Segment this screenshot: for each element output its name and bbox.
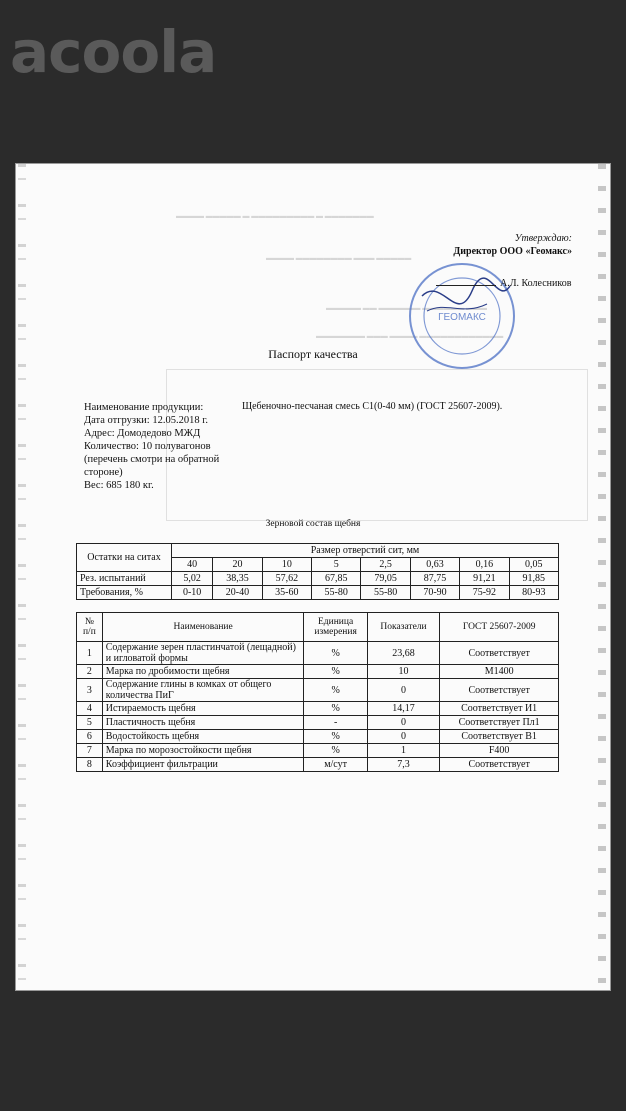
table-row	[77, 572, 559, 586]
row-header: Остатки на ситах	[77, 544, 172, 572]
row-number: 6	[77, 730, 103, 744]
property-name: Содержание глины в комках от общего количества ПиГ	[102, 679, 304, 702]
requirement-cell: 80-93	[509, 586, 558, 600]
signatory-name: А.Л. Колесников	[500, 278, 572, 289]
sieve-size: 2,5	[361, 558, 410, 572]
row-number: 4	[77, 702, 103, 716]
signature-line	[436, 278, 571, 289]
unit: %	[304, 642, 367, 665]
value: 0	[367, 679, 440, 702]
table-row	[77, 758, 559, 772]
table-row	[77, 544, 559, 558]
result-cell: 79,05	[361, 572, 410, 586]
sieve-size: 0,05	[509, 558, 558, 572]
value: 14,17	[367, 702, 440, 716]
row-number: 3	[77, 679, 103, 702]
property-name: Коэффициент фильтрации	[102, 758, 304, 772]
scan-edge-right	[598, 164, 606, 990]
column-header: Единица измерения	[304, 613, 367, 642]
sieve-size: 5	[312, 558, 361, 572]
ship-date: Дата отгрузки: 12.05.2018 г.	[84, 415, 208, 426]
unit: %	[304, 665, 367, 679]
requirement-cell: 75-92	[460, 586, 509, 600]
column-header: № п/п	[77, 613, 103, 642]
address: Адрес: Домодедово МЖД	[84, 428, 201, 439]
product-name-label: Наименование продукции:	[84, 402, 204, 413]
standard: F400	[440, 744, 559, 758]
unit: %	[304, 744, 367, 758]
requirement-cell: 55-80	[312, 586, 361, 600]
column-header: ГОСТ 25607-2009	[440, 613, 559, 642]
requirement-cell: 55-80	[361, 586, 410, 600]
requirement-cell: 0-10	[172, 586, 213, 600]
weight: Вес: 685 180 кг.	[84, 480, 154, 491]
standard: Соответствует В1	[440, 730, 559, 744]
value: 23,68	[367, 642, 440, 665]
table-row	[77, 642, 559, 665]
standard: М1400	[440, 665, 559, 679]
standard: Соответствует	[440, 679, 559, 702]
table-row	[77, 665, 559, 679]
result-cell: 38,35	[213, 572, 262, 586]
unit: -	[304, 716, 367, 730]
row-number: 5	[77, 716, 103, 730]
product-info	[84, 401, 254, 492]
standard: Соответствует	[440, 758, 559, 772]
approval-block	[89, 232, 572, 258]
column-header: Показатели	[367, 613, 440, 642]
property-name: Пластичность щебня	[102, 716, 304, 730]
quantity: Количество: 10 полувагонов (перечень смотри на обратной стороне)	[84, 441, 220, 478]
row-number: 1	[77, 642, 103, 665]
unit: м/сут	[304, 758, 367, 772]
result-cell: 5,02	[172, 572, 213, 586]
approval-position: Директор ООО «Геомакс»	[453, 246, 572, 257]
requirement-cell: 35-60	[262, 586, 311, 600]
value: 10	[367, 665, 440, 679]
sieve-size: 0,16	[460, 558, 509, 572]
result-cell: 67,85	[312, 572, 361, 586]
requirement-cell: 70-90	[410, 586, 459, 600]
standard: Соответствует Пл1	[440, 716, 559, 730]
unit: %	[304, 702, 367, 716]
properties-table	[76, 612, 559, 772]
value: 0	[367, 716, 440, 730]
value: 7,3	[367, 758, 440, 772]
product-name-value: Щебеночно-песчаная смесь С1(0-40 мм) (ГОСТ 25607-2009).	[242, 401, 503, 412]
table-row	[77, 730, 559, 744]
table-row	[77, 744, 559, 758]
property-name: Содержание зерен пластинчатой (лещадной) и игловатой формы	[102, 642, 304, 665]
column-header: Наименование	[102, 613, 304, 642]
table-header-row	[77, 613, 559, 642]
property-name: Марка по морозостойкости щебня	[102, 744, 304, 758]
results-label: Рез. испытаний	[77, 572, 172, 586]
sieve-size: 10	[262, 558, 311, 572]
property-name: Марка по дробимости щебня	[102, 665, 304, 679]
row-number: 7	[77, 744, 103, 758]
grain-caption: Зерновой состав щебня	[265, 519, 361, 529]
value: 0	[367, 730, 440, 744]
row-number: 8	[77, 758, 103, 772]
sieve-size: 40	[172, 558, 213, 572]
approval-label: Утверждаю:	[514, 233, 572, 244]
watermark-logo: acoola	[10, 18, 217, 86]
table-row	[77, 716, 559, 730]
unit: %	[304, 730, 367, 744]
sizes-header: Размер отверстий сит, мм	[172, 544, 559, 558]
property-name: Водостойкость щебня	[102, 730, 304, 744]
unit: %	[304, 679, 367, 702]
sieve-size: 0,63	[410, 558, 459, 572]
result-cell: 91,21	[460, 572, 509, 586]
value: 1	[367, 744, 440, 758]
stamp-text: ГЕОМАКС	[438, 312, 486, 323]
row-number: 2	[77, 665, 103, 679]
scan-edge-left	[18, 164, 26, 990]
result-cell: 91,85	[509, 572, 558, 586]
requirement-cell: 20-40	[213, 586, 262, 600]
req-label: Требования, %	[77, 586, 172, 600]
document-page: ▬▬▬▬ ▬▬▬▬▬ ▬ ▬▬▬▬▬▬▬▬▬ ▬ ▬▬▬▬▬▬▬ ▬▬▬▬ ▬▬▬▬▬▬▬▬ ▬▬▬ ▬▬▬▬▬ ▬▬▬▬▬ ▬▬ ▬▬▬▬▬▬ ▬▬▬▬▬▬ ▬▬▬ ▬▬▬▬▬▬▬ ▬▬▬ ▬▬▬▬ ▬▬▬▬▬▬▬▬▬▬▬▬ Утверждаю: Директор ООО «Геомакс» ГЕОМАКС А.Л. Колесников Паспорт качества Наименование продукции: Дата отгрузки: 12.05.2018 г. Адрес: Домодедово МЖД Количество: 10 полувагонов (перечень смотри на обратной стороне) Вес: 685 180 кг. Щебеночно-песчаная смесь С1(0-40 мм) (ГОСТ 25607-2009). Зерновой состав щебня Остатки на ситах Размер отверстий сит, мм 40 20 10 5 2,5 0,63 0,16 0,05 Рез. испытаний 5,02 38,35 57,62 67,85 79,05 87,75 91,21 91,85 Требования, % 0-10 20-40 35-60 55-80 55-80 70-90 75-92 80-93 № п/п Наименование Единица измерения Показатели ГОСТ 25607-2009 1 Содержание зерен пластинчатой (лещадной) и игловатой формы % 23,68 Соответствует 2 Марка по дробимости щебня % 10 М1400 3 Содержание глины в комках от общего количества ПиГ % 0 Соответствует 4 Истираемость щебня % 14,17 Соответствует И1 5 Пластичность щебня - 0 Соответствует Пл1 6 Водостойкость щебня % 0 Соответствует В1 7 Марка по морозостойкости щебня % 1 F400 8 Коэффициент фильтрации м/сут 7,3 Соответствует	[16, 164, 610, 990]
standard: Соответствует И1	[440, 702, 559, 716]
sieve-size: 20	[213, 558, 262, 572]
result-cell: 57,62	[262, 572, 311, 586]
result-cell: 87,75	[410, 572, 459, 586]
table-row	[77, 702, 559, 716]
grain-table	[76, 543, 559, 600]
table-row	[77, 586, 559, 600]
standard: Соответствует	[440, 642, 559, 665]
document-title: Паспорт качества	[268, 347, 358, 361]
property-name: Истираемость щебня	[102, 702, 304, 716]
table-row	[77, 679, 559, 702]
